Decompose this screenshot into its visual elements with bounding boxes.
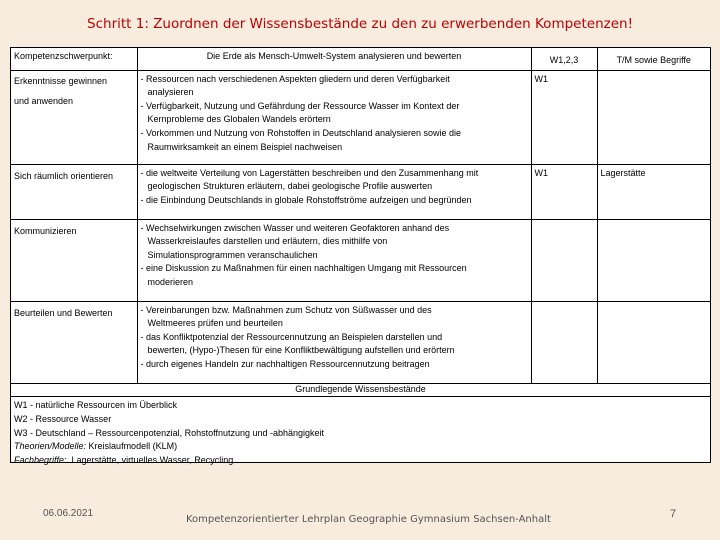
table-row	[11, 164, 710, 219]
row-text-line: Kernprobleme des Globalen Wandels erörtern	[147, 114, 331, 125]
row-label-continued: und anwenden	[14, 96, 74, 107]
competence-table-frame	[10, 47, 711, 466]
fachbegriffe-label: Fachbegriffe:	[14, 455, 67, 466]
slide-title: Schritt 1: Zuordnen der Wissensbestände zu den zu erwerbenden Kompetenzen!	[87, 16, 633, 32]
row-text-line: - die weltweite Verteilung von Lagerstätten beschreiben und den Zusammenhang mit	[140, 167, 479, 178]
header-kompetenzschwerpunkt: Kompetenzschwerpunkt:	[11, 48, 137, 70]
row-text-line: - Ressourcen nach verschiedenen Aspekten gliedern und deren Verfügbarkeit	[140, 73, 450, 84]
row-label: Kommunizieren	[11, 219, 137, 301]
knowledge-heading: Grundlegende Wissensbestände	[11, 382, 710, 397]
row-text-line: Wasserkreislaufes darstellen und erläutern, dies mithilfe von	[147, 236, 388, 247]
row-label: Erkenntnisse gewinnen	[14, 75, 108, 86]
theorien-label: Theorien/Modelle:	[14, 441, 87, 452]
table-row	[11, 70, 710, 164]
row-begriffe: Lagerstätte	[597, 164, 710, 219]
row-begriffe	[597, 219, 710, 301]
footer-title: Kompetenzorientierter Lehrplan Geographie Gymnasium Sachsen-Anhalt	[186, 514, 551, 525]
knowledge-section	[11, 382, 710, 466]
row-wissensbestand: W1	[531, 164, 597, 219]
row-text-line: Weltmeeres prüfen und beurteilen	[147, 318, 283, 329]
row-text-line: Simulationsprogrammen veranschaulichen	[147, 249, 318, 260]
fachbegriffe-value: Lagerstätte, virtuelles Wasser, Recycling	[66, 455, 234, 466]
row-text-line: - das Konfliktpotenzial der Ressourcennutzung an Beispielen darstellen und	[140, 331, 443, 342]
row-label: Beurteilen und Bewerten	[11, 301, 137, 383]
row-wissensbestand	[531, 219, 597, 301]
row-text-line: - Verfügbarkeit, Nutzung und Gefährdung der Ressource Wasser im Kontext der	[140, 100, 460, 111]
table-header-row	[11, 48, 710, 70]
knowledge-item-w2: W2 - Ressource Wasser	[14, 413, 112, 424]
header-schwerpunkt-title: Die Erde als Mensch-Umwelt-System analysieren und bewerten	[137, 48, 531, 70]
header-tm-begriffe: T/M sowie Begriffe	[597, 48, 710, 70]
row-text-line: - Vorkommen und Nutzung von Rohstoffen in Deutschland analysieren sowie die	[140, 127, 462, 138]
row-text-line: geologischen Strukturen erläutern, dabei geologische Profile auswerten	[147, 181, 433, 192]
row-text-line: - Vereinbarungen bzw. Maßnahmen zum Schutz von Süßwasser und des	[140, 304, 432, 315]
row-begriffe	[597, 301, 710, 383]
footer-date: 06.06.2021	[43, 508, 94, 519]
knowledge-item-w3: W3 - Deutschland – Ressourcenpotenzial, Rohstoffnutzung und -abhängigkeit	[14, 427, 325, 438]
competence-table	[11, 48, 710, 384]
row-label: Sich räumlich orientieren	[11, 164, 137, 219]
row-text-line: - eine Diskussion zu Maßnahmen für einen nachhaltigen Umgang mit Ressourcen	[140, 263, 467, 274]
row-text-line: - durch eigenes Handeln zur nachhaltigen Ressourcennutzung beitragen	[140, 358, 430, 369]
row-text-line: bewerten, (Hypo-)Thesen für eine Konfliktbewältigung aufstellen und erörtern	[147, 345, 455, 356]
page-number: 7	[670, 508, 677, 520]
table-row	[11, 301, 710, 383]
fachbegriffe-line	[14, 454, 710, 468]
row-wissensbestand	[531, 301, 597, 383]
table-row	[11, 219, 710, 301]
theorien-line	[14, 440, 710, 454]
row-text-line: - die Einbindung Deutschlands in globale Rohstoffströme aufzeigen und begründen	[140, 194, 472, 205]
row-text-line: moderieren	[147, 276, 194, 287]
theorien-value: Kreislaufmodell (KLM)	[86, 441, 178, 452]
row-begriffe	[597, 70, 710, 164]
row-text-line: Raumwirksamkeit an einem Beispiel nachweisen	[147, 141, 343, 152]
knowledge-item-w1: W1 - natürliche Ressourcen im Überblick	[14, 400, 178, 410]
row-wissensbestand: W1	[531, 70, 597, 164]
row-text-line: - Wechselwirkungen zwischen Wasser und weiteren Geofaktoren anhand des	[140, 222, 450, 233]
header-wissensbestaende: W1,2,3	[531, 48, 597, 70]
row-text-line: analysieren	[147, 87, 194, 98]
